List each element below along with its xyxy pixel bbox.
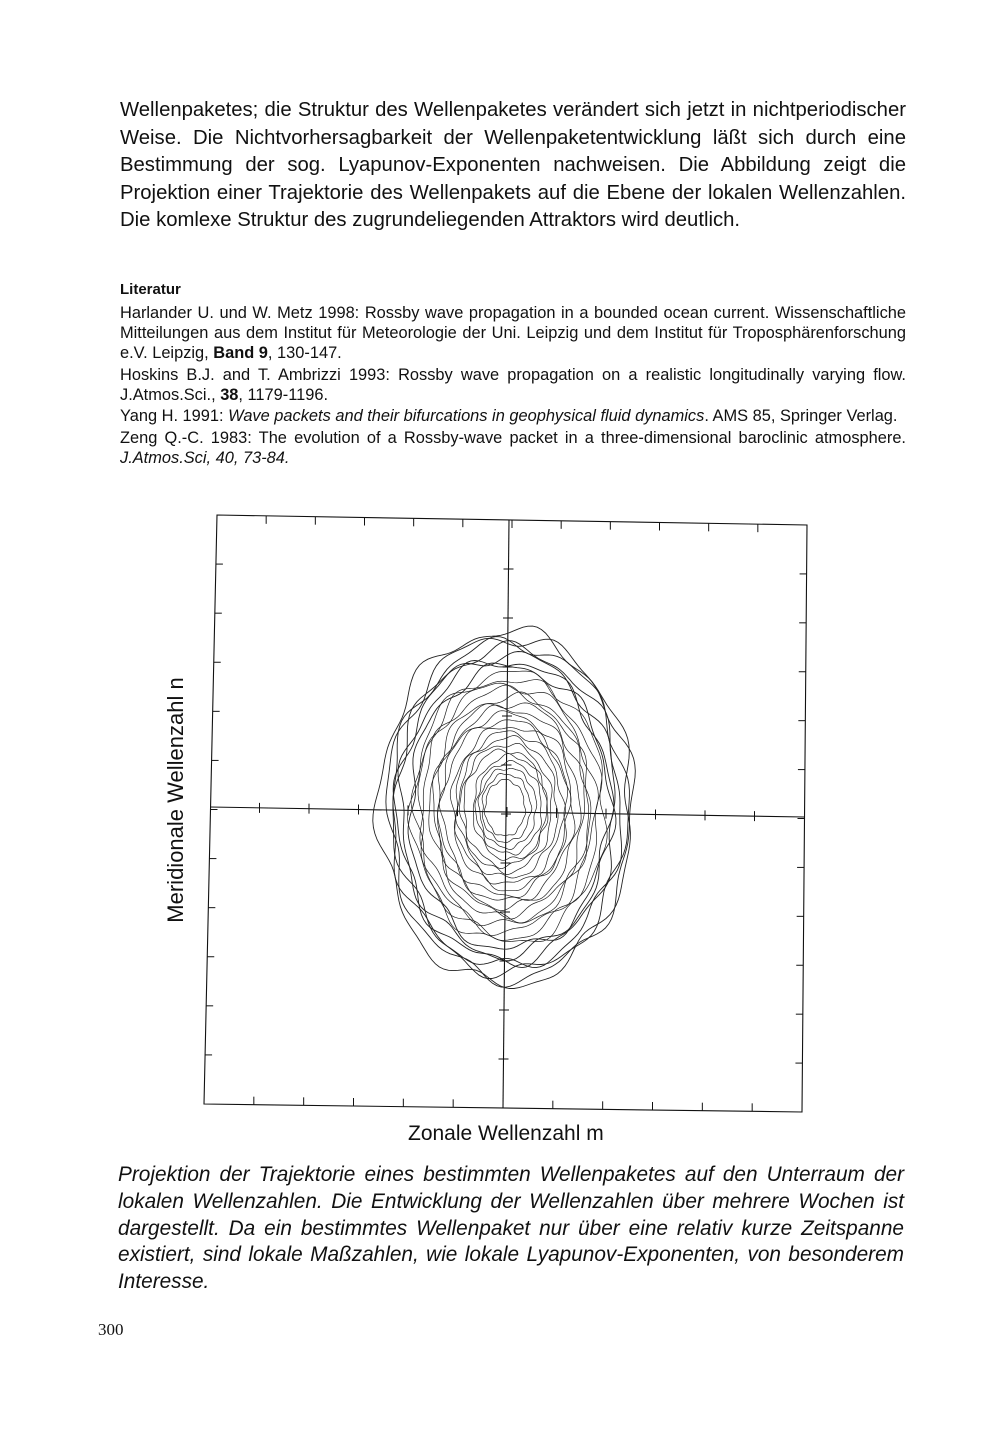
literature-heading: Literatur [120,281,181,298]
document-page: Wellenpaketes; die Struktur des Wellenpaketes verändert sich jetzt in nichtperiodischer Weise. Die Nichtvorhersagbarkeit der Wellenpaketentwicklung läßt sich durch eine Bestimmung der sog. Lyapunov-Exponenten nachweisen. Die Abbildung zeigt die Projektion einer Trajektorie des Wellenpakets auf die Ebene der lokalen Wellenzahlen. Die komlexe Struktur des zugrundeliegenden Attraktors wird deutlich. Literatur Harlander U. und W. Metz 1998: Rossby wave propagation in a bounded ocean current. Wissenschaftliche Mitteilungen aus dem Institut für Meteorologie der Uni. Leipzig und dem Institut für Troposphärenforschung e.V. Leipzig, Band 9, 130-147. Hoskins B.J. and T. Ambrizzi 1993: Rossby wave propagation on a realistic longitudinally varying flow. J.Atmos.Sci., 38, 1179-1196. Yang H. 1991: Wave packets and their bifurcations in geophysical fluid dynamics. AMS 85, Springer Verlag. Zeng Q.-C. 1983: The evolution of a Rossby-wave packet in a three-dimensional baroclinic atmosphere. J.Atmos.Sci, 40, 73-84. Meridionale Wellenzahl n Zonale Wellenzahl m Projektion der Trajektorie eines bestimmten Wellenpaketes auf den Unterraum der lokalen Wellenzahlen. Die Entwicklung der Wellenzahlen über mehrere Wochen ist dargestellt. Da ein bestimmtes Wellenpaket nur über eine relativ kurze Zeitspanne existiert, sind lokale Maßzahlen, wie lokale Lyapunov-Exponenten, von besonderem Interesse. 300 [98,99,906,1339]
trajectory-plot [150,500,850,1150]
page-number: 300 [98,1320,124,1339]
reference-item: Zeng Q.-C. 1983: The evolution of a Rossby-wave packet in a three-dimensional baroclinic atmosphere. J.Atmos.Sci, 40, 73-84. [120,428,906,467]
reference-item: Harlander U. und W. Metz 1998: Rossby wave propagation in a bounded ocean current. Wissenschaftliche Mitteilungen aus dem Institut für Meteorologie der Uni. Leipzig und dem Institut für Troposphärenforschung e.V. Leipzig, Band 9, 130-147. [120,304,906,362]
reference-item: Hoskins B.J. and T. Ambrizzi 1993: Rossby wave propagation on a realistic longitudinally varying flow. J.Atmos.Sci., 38, 1179-1196. [120,365,906,404]
reference-list [120,303,906,469]
figure-caption: Projektion der Trajektorie eines bestimmten Wellenpaketes auf den Unterraum der lokalen Wellenzahlen. Die Entwicklung der Wellenzahlen über mehrere Wochen ist dargestellt. Da ein bestimmtes Wellenpaket nur über eine relativ kurze Zeitspanne existiert, sind lokale Maßzahlen, wie lokale Lyapunov-Exponenten, von besonderem Interesse. [118,1163,904,1294]
body-paragraph: Wellenpaketes; die Struktur des Wellenpaketes verändert sich jetzt in nichtperiodischer Weise. Die Nichtvorhersagbarkeit der Wellenpaketentwicklung läßt sich durch eine Bestimmung der sog. Lyapunov-Exponenten nachweisen. Die Abbildung zeigt die Projektion einer Trajektorie des Wellenpakets auf die Ebene der lokalen Wellenzahlen. Die komlexe Struktur des zugrundeliegenden Attraktors wird deutlich. [120,99,906,232]
trajectory-loop [438,705,582,911]
trajectory-loop [484,780,526,836]
reference-item: Yang H. 1991: Wave packets and their bifurcations in geophysical fluid dynamics. AMS 85, Springer Verlag. [120,407,898,425]
x-axis-label: Zonale Wellenzahl m [408,1122,604,1145]
trajectory-loop [439,720,567,898]
trajectory-figure [150,500,850,1150]
trajectory-loop [393,637,629,979]
